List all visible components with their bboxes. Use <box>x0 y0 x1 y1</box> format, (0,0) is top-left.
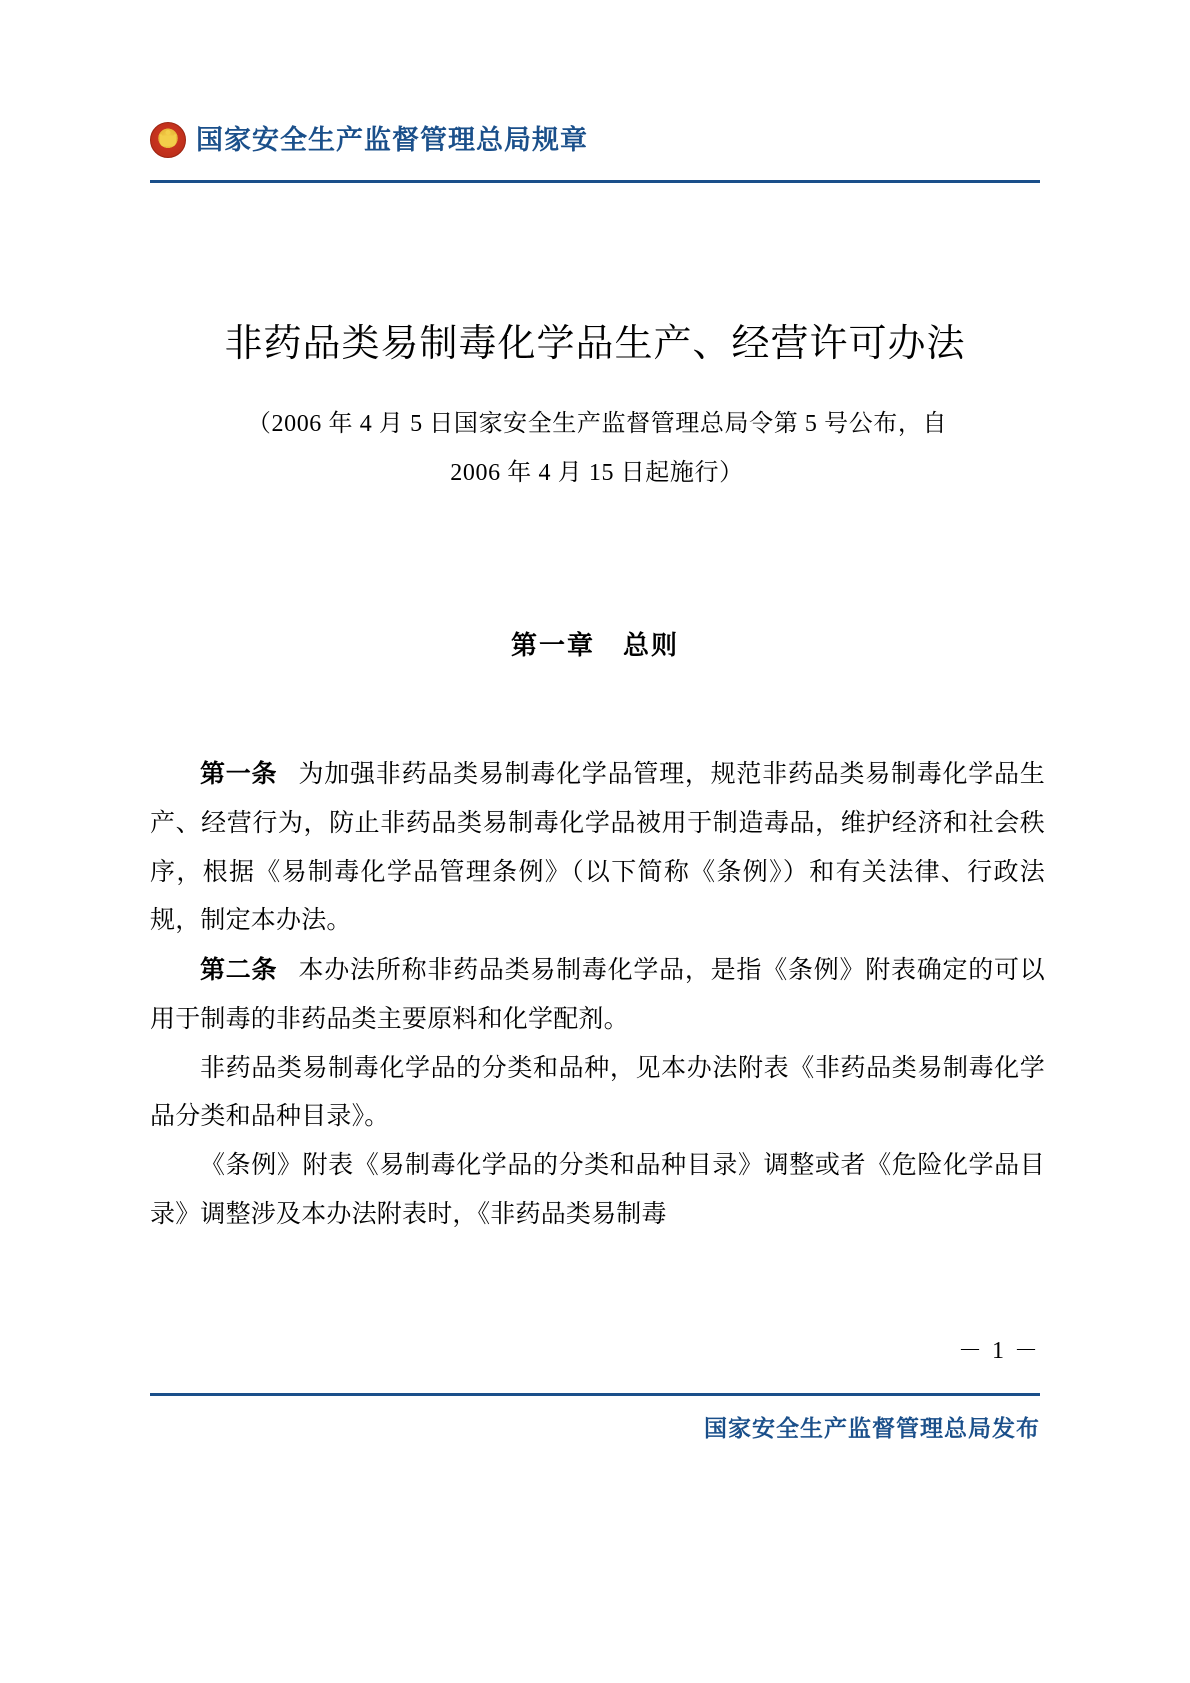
page-number: － 1 － <box>958 1338 1040 1364</box>
document-body <box>150 750 1045 1240</box>
document-subtitle: （2006 年 4 月 5 日国家安全生产监督管理总局令第 5 号公布，自 2006 年 4 月 15 日起施行） <box>246 411 948 487</box>
footer-divider <box>150 1393 1040 1396</box>
body-paragraph: 非药品类易制毒化学品的分类和品种，见本办法附表《非药品类易制毒化学品分类和品种目录》。 <box>150 1054 1045 1131</box>
header-row <box>150 112 1040 168</box>
article-label: 第二条 <box>200 956 278 984</box>
body-paragraph: 《条例》附表《易制毒化学品的分类和品种目录》调整或者《危险化学品目录》调整涉及本办法附表时，《非药品类易制毒 <box>150 1152 1045 1228</box>
footer-issuer: 国家安全生产监督管理总局发布 <box>704 1415 1040 1441</box>
article-text: 为加强非药品类易制毒化学品管理，规范非药品类易制毒化学品生产、经营行为，防止非药品类易制毒化学品被用于制造毒品，维护经济和社会秩序，根据《易制毒化学品管理条例》（以下简称《条例》）和有关法律、行政法规，制定本办法。 <box>150 761 1045 935</box>
chapter-heading: 第一章 总则 <box>510 630 679 660</box>
article-label: 第一条 <box>200 760 278 788</box>
page-title: 非药品类易制毒化学品生产、经营许可办法 <box>224 323 966 365</box>
article-paragraph <box>150 750 1045 946</box>
article-paragraph <box>150 946 1045 1045</box>
document-header <box>150 112 1040 182</box>
header-title: 国家安全生产监督管理总局规章 <box>196 124 588 155</box>
article-text: 本办法所称非药品类易制毒化学品，是指《条例》附表确定的可以用于制毒的非药品类主要原料和化学配剂。 <box>150 957 1045 1033</box>
header-divider <box>150 180 1040 183</box>
national-emblem-icon <box>150 122 186 158</box>
